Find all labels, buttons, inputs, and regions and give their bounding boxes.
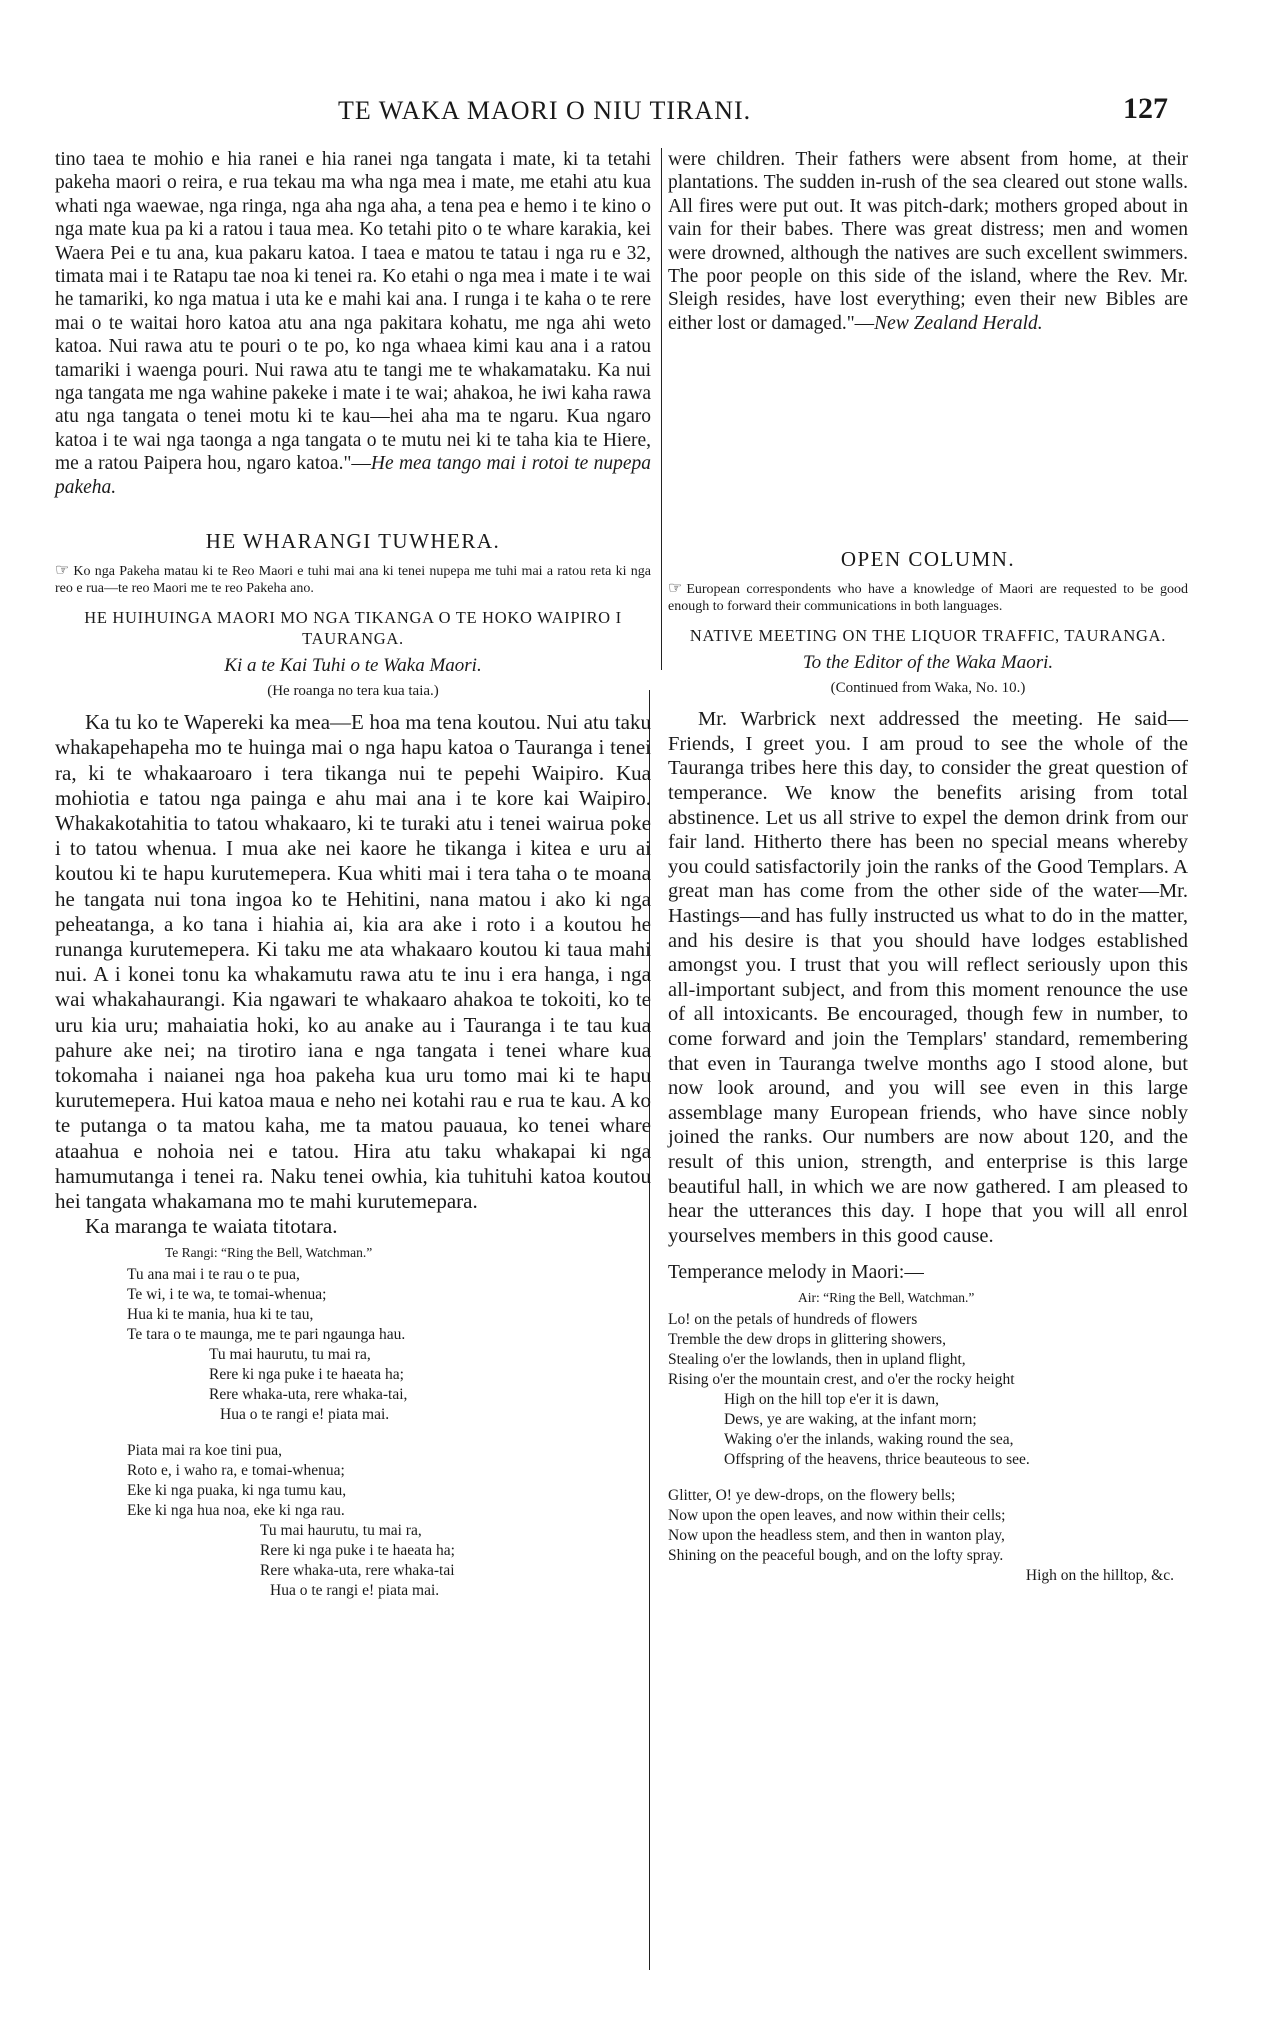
right-column [668,148,1188,1586]
verse-line: Eke ki nga hua noa, eke ki nga rau. [127,1502,345,1520]
verse-line: Offspring of the heavens, thrice beauteous to see. [724,1451,1030,1469]
left-letter-body: Ka tu ko te Wapereki ka mea—E hoa ma tena koutou. Nui atu taku whakapehapeha mo te huinga mai o nga hapu katoa o Tauranga i tenei ra, ki te whakaaroaro i tera tikanga nui te pepehi Waipiro. Kua mohiotia e tatou nga painga e ahu mai ana i te kore kai Waipiro. Whakakotahitia to tatou whakaaro, ki te turaki atu i tenei wairua poke i to tatou whenua. I mua ake nei kaore he tikanga i kitea e uru ai koutou ki te hapu kurutemepera. Kua whiti mai i tera taha o te moana he tangata nui tona ingoa ko te Hehitini, nana matou i ako ki nga peheatanga, a ko tana i hiahia ai, kia ara ake i roto i a koutou he runanga kurutemepera. Ki taku me ata whakaaro koutou ki taua mahi nui. A i konei tonu ka whakamutu rawa atu te inu i era hanga, i nga wai whakahaurangi. Kia ngawari te whakaaro ahakoa te tokoiti, ko te uru kia uru; mahaiatia hoki, ko au anake au i Tauranga i te tau kua pahure ake nei; na tirotiro iana e nga tangata i tenei whare kua tokomaha i naianei nga hoa pakeha kua uru tomo mai ki te hapu kurutemepera. Hui katoa maua e neho nei kotahi rau e rua te kau. A ko te putanga o ta matou kaha, me ta matou pauaua, ko tenei whare ataahua e nohoia nei e tatou. Hira atu taku whakapai ki nga hamumutanga i tenei ra. Naku tenei owhia, kia tuhituhi katoa koutou hei tangata whakamana mo te mahi kurutemepara. [55,710,651,1213]
verse-line: Glitter, O! ye dew-drops, on the flowery bells; [668,1487,956,1505]
right-letter-body: Mr. Warbrick next addressed the meeting. He said—Friends, I greet you. I am proud to see the whole of the Tauranga tribes here this day, to consider the great question of temperance. We know the benefits arising from total abstinence. Let us all strive to expel the demon drink from our fair land. Hitherto there has been no special means whereby you could satisfactorily join the ranks of the Good Templars. A great man has come from the other side of the water—Mr. Hastings—and has fully instructed us what to do in the matter, and his desire is that you should have lodges established amongst you. I trust that you will reflect seriously upon this all-important subject, and from this moment renounce the use of all intoxicants. Be encouraged, though few in number, to come forward and join the Templars' standard, remembering that even in Tauranga twelve months ago I stood alone, but now look around, and you will see even in this large assemblage many European friends, who have since nobly joined the ranks. Our numbers are now about 120, and the result of this union, strength, and enterprise is this large beautiful hall, in which we are now gathered. I am pleased to hear the utterances this day. I hope that you will all enrol yourselves members in this good cause. [668,708,1188,1247]
verse-line: Shining on the peaceful bough, and on the lofty spray. [668,1547,1004,1565]
right-melody-intro: Temperance melody in Maori:— [668,1262,924,1284]
verse-gap [668,1470,1188,1486]
verse-line: Rere whaka-uta, rere whaka-tai [260,1562,455,1580]
verse-line: Tremble the dew drops in glittering showers, [668,1331,946,1349]
left-opening-article [55,148,651,499]
right-opening-credit: New Zealand Herald. [874,312,1043,334]
verse-line: High on the hill top e'er it is dawn, [724,1391,940,1409]
left-opening-credit: He mea tango mai i rotoi te nupepa pakeha. [55,453,651,498]
left-tune: Te Rangi: “Ring the Bell, Watchman.” [165,1245,373,1261]
verse-line: Te tara o te maunga, me te pari ngaunga hau. [127,1326,406,1344]
pointing-hand-icon: ☞ [55,562,70,580]
verse-line: High on the hilltop, &c. [1025,1567,1174,1585]
page-number: 127 [1123,92,1168,125]
verse-line: Piata mai ra koe tini pua, [127,1442,282,1460]
verse-line: Tu mai haurutu, tu mai ra, [260,1522,422,1540]
left-verse-2 [55,1441,651,1601]
verse-line: Lo! on the petals of hundreds of flowers [668,1311,918,1329]
left-waiata-intro: Ka maranga te waiata titotara. [85,1214,338,1239]
right-section-title: OPEN COLUMN. [840,547,1016,572]
verse-line: Te wi, i te wa, te tomai-whenua; [127,1286,327,1304]
verse-gap [55,1425,651,1441]
verse-line: Hua ki te mania, hua ki te tau, [127,1306,314,1324]
verse-line: Tu ana mai i te rau o te pua, [127,1266,300,1284]
verse-line: Tu mai haurutu, tu mai ra, [209,1346,371,1364]
verse-line: Eke ki nga puaka, ki nga tumu kau, [127,1482,347,1500]
pointing-hand-icon: ☞ [668,580,683,598]
verse-line: Now upon the headless stem, and then in wanton play, [668,1527,1005,1545]
verse-line: Stealing o'er the lowlands, then in upland flight, [668,1351,966,1369]
verse-line: Waking o'er the inlands, waking round the sea, [724,1431,1014,1449]
verse-line: Rising o'er the mountain crest, and o'er the rocky height [668,1371,1015,1389]
left-column [55,148,651,1601]
left-section-title: HE WHARANGI TUWHERA. [205,529,501,554]
left-meeting-title: HE HUIHUINGA MAORI MO NGA TIKANGA O TE HOKO WAIPIRO I TAURANGA. [84,608,622,649]
verse-line: Now upon the open leaves, and now within their cells; [668,1507,1006,1525]
left-to-editor: Ki a te Kai Tuhi o te Waka Maori. [224,655,482,677]
left-verse-1 [55,1265,651,1425]
verse-line: Hua o te rangi e! piata mai. [220,1406,390,1424]
right-verse-1 [668,1310,1188,1470]
verse-line: Rere ki nga puke i te haeata ha; [260,1542,455,1560]
running-title: TE WAKA MAORI O NIU TIRANI. [338,96,752,125]
column-divider-top [661,148,662,670]
verse-line: Hua o te rangi e! piata mai. [270,1582,440,1600]
page-header [0,92,1280,136]
left-opening-text: tino taea te mohio e hia ranei e hia ranei nga tangata i mate, ki ta tetahi pakeha maori o reira, e rua tekau ma wha nga mea i mate, me etahi atu kua whati nga waewae, nga ringa, nga aha nga aha, a tena pea e hemo i te kino o nga mate kua pa ki a ratou i taua mea. Ko tetahi pito o te whare karakia, kei Waera Pei e tu ana, kua pakaru katoa. I taea e matou te tatau i nga ru e 32, timata mai i te Ratapu tae noa ki tenei ra. Ko etahi o nga mea i mate i te wai he tamariki, ko nga matua i uta ke e mahi kai ana. I runga i te kaha o te rere mai o te waitai horo katoa atu ana nga pakitara kohatu, me nga ahi weto katoa. Nui rawa atu te pouri o te po, ko nga whaea kimi kau ana i a ratou tamariki i waenga pouri. Nui rawa atu te tangi me te whakamataku. Ka nui nga tangata me nga wahine pakeke i mate i te wai; ahakoa, he iwi kaha rawa atu nga tangata o tenei motu ki te kau—hei aha ma te ngaru. Kua ngaro katoa i te wai nga taonga a nga tangata o te mutu nei ki te taha kia te Hiere, me a ratou Paipera hou, ngaro katoa."— [55,149,651,475]
right-continued: (Continued from Waka, No. 10.) [830,680,1026,697]
right-notice-text: European correspondents who have a knowledge of Maori are requested to be good enough to forward their communications in both languages. [668,582,1188,615]
left-continued: (He roanga no tera kua taia.) [267,683,439,700]
right-opening-text: were children. Their fathers were absent from home, at their plantations. The sudden in-rush of the sea cleared out stone walls. All fires were put out. It was pitch-dark; mothers groped about in vain for their babes. There was great distress; men and women were drowned, although the natives are such excellent swimmers. The poor people on this side of the island, where the Rev. Mr. Sleigh resides, have lost everything; even their new Bibles are either lost or damaged."— [668,149,1188,334]
verse-line: Rere ki nga puke i te haeata ha; [209,1366,404,1384]
right-verse-2 [668,1486,1188,1586]
left-notice-text: Ko nga Pakeha matau ki te Reo Maori e tuhi mai ana ki tenei nupepa me tuhi mai a ratou reta ki nga reo e rua—te reo Maori me te reo Pakeha ano. [55,564,651,597]
right-opening-article [668,148,1188,335]
right-air: Air: “Ring the Bell, Watchman.” [798,1290,975,1306]
verse-line: Dews, ye are waking, at the infant morn; [724,1411,977,1429]
right-notice [668,580,1188,615]
right-meeting-title: NATIVE MEETING ON THE LIQUOR TRAFFIC, TAURANGA. [689,626,1167,646]
left-notice [55,562,651,597]
right-to-editor: To the Editor of the Waka Maori. [802,652,1054,674]
verse-line: Roto e, i waho ra, e tomai-whenua; [127,1462,345,1480]
verse-line: Rere whaka-uta, rere whaka-tai, [209,1386,408,1404]
